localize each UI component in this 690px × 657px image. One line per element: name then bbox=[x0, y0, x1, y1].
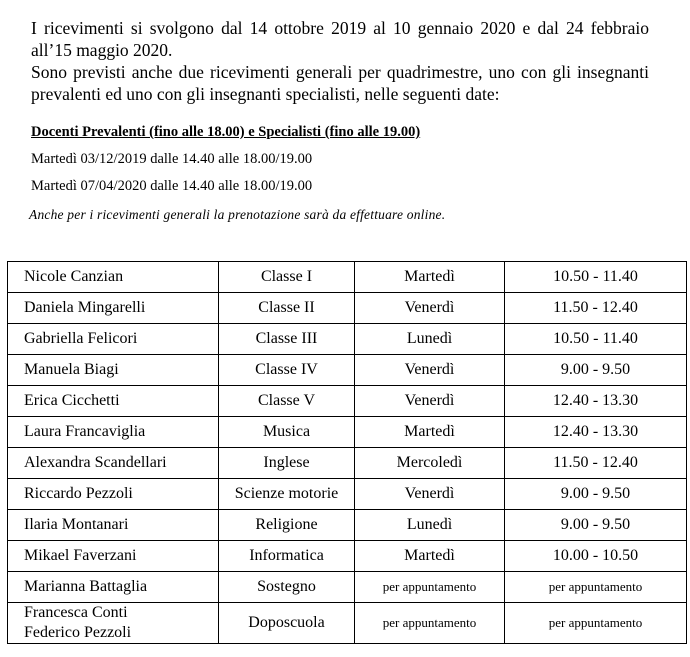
general-meetings-heading: Docenti Prevalenti (fino alle 18.00) e Specialisti (fino alle 19.00) bbox=[31, 124, 421, 140]
table-row bbox=[8, 479, 687, 510]
class-subject: Classe III bbox=[219, 324, 355, 355]
class-subject: Classe V bbox=[219, 386, 355, 417]
class-subject: Inglese bbox=[219, 448, 355, 479]
teacher-names-cell bbox=[8, 603, 219, 644]
table-row bbox=[8, 355, 687, 386]
teacher-name: Nicole Canzian bbox=[8, 262, 219, 293]
meeting-day: per appuntamento bbox=[355, 572, 505, 603]
meeting-time: per appuntamento bbox=[505, 603, 687, 644]
booking-note: Anche per i ricevimenti generali la prenotazione sarà da effettuare online. bbox=[29, 207, 446, 222]
meeting-day: Mercoledì bbox=[355, 448, 505, 479]
general-meeting-date: Martedì 03/12/2019 dalle 14.40 alle 18.00/19.00 bbox=[31, 151, 313, 167]
meeting-day: Venerdì bbox=[355, 355, 505, 386]
teacher-schedule-table bbox=[7, 261, 687, 644]
table-row bbox=[8, 262, 687, 293]
meeting-time: 10.00 - 10.50 bbox=[505, 541, 687, 572]
meeting-time: per appuntamento bbox=[505, 572, 687, 603]
table-row bbox=[8, 510, 687, 541]
meeting-time: 9.00 - 9.50 bbox=[505, 510, 687, 541]
class-subject: Sostegno bbox=[219, 572, 355, 603]
teacher-name: Laura Francaviglia bbox=[8, 417, 219, 448]
meeting-day: Lunedì bbox=[355, 510, 505, 541]
intro-paragraph-period: I ricevimenti si svolgono dal 14 ottobre 2019 al 10 gennaio 2020 e dal 24 febbraio all’15 maggio 2020. bbox=[31, 18, 649, 60]
meeting-day: Venerdì bbox=[355, 479, 505, 510]
table-row bbox=[8, 572, 687, 603]
general-meeting-date: Martedì 07/04/2020 dalle 14.40 alle 18.00/19.00 bbox=[31, 178, 313, 194]
meeting-day: Venerdì bbox=[355, 293, 505, 324]
meeting-time: 10.50 - 11.40 bbox=[505, 324, 687, 355]
class-subject: Scienze motorie bbox=[219, 479, 355, 510]
teacher-name: Erica Cicchetti bbox=[8, 386, 219, 417]
meeting-time: 11.50 - 12.40 bbox=[505, 448, 687, 479]
teacher-name: Alexandra Scandellari bbox=[8, 448, 219, 479]
table-row bbox=[8, 448, 687, 479]
table-row bbox=[8, 541, 687, 572]
table-row bbox=[8, 386, 687, 417]
table-row bbox=[8, 324, 687, 355]
meeting-day: Martedì bbox=[355, 417, 505, 448]
intro-text bbox=[31, 17, 649, 105]
table-row bbox=[8, 417, 687, 448]
table-row bbox=[8, 603, 687, 644]
teacher-name: Marianna Battaglia bbox=[8, 572, 219, 603]
teacher-name: Francesca Conti bbox=[24, 604, 128, 621]
table-row bbox=[8, 293, 687, 324]
meeting-time: 11.50 - 12.40 bbox=[505, 293, 687, 324]
meeting-day: Lunedì bbox=[355, 324, 505, 355]
teacher-name: Ilaria Montanari bbox=[8, 510, 219, 541]
class-subject: Classe I bbox=[219, 262, 355, 293]
teacher-name: Federico Pezzoli bbox=[24, 624, 132, 641]
meeting-day: per appuntamento bbox=[355, 603, 505, 644]
class-subject: Musica bbox=[219, 417, 355, 448]
class-subject: Doposcuola bbox=[219, 603, 355, 644]
meeting-time: 9.00 - 9.50 bbox=[505, 355, 687, 386]
meeting-day: Martedì bbox=[355, 262, 505, 293]
class-subject: Informatica bbox=[219, 541, 355, 572]
teacher-name: Gabriella Felicori bbox=[8, 324, 219, 355]
meeting-day: Martedì bbox=[355, 541, 505, 572]
meeting-time: 12.40 - 13.30 bbox=[505, 386, 687, 417]
class-subject: Religione bbox=[219, 510, 355, 541]
meeting-time: 9.00 - 9.50 bbox=[505, 479, 687, 510]
teacher-name: Mikael Faverzani bbox=[8, 541, 219, 572]
teacher-name: Manuela Biagi bbox=[8, 355, 219, 386]
teacher-name: Riccardo Pezzoli bbox=[8, 479, 219, 510]
teacher-name: Daniela Mingarelli bbox=[8, 293, 219, 324]
class-subject: Classe IV bbox=[219, 355, 355, 386]
meeting-time: 10.50 - 11.40 bbox=[505, 262, 687, 293]
meeting-time: 12.40 - 13.30 bbox=[505, 417, 687, 448]
class-subject: Classe II bbox=[219, 293, 355, 324]
meeting-day: Venerdì bbox=[355, 386, 505, 417]
intro-paragraph-general-meetings: Sono previsti anche due ricevimenti generali per quadrimestre, uno con gli insegnanti prevalenti ed uno con gli insegnanti specialisti, nelle seguenti date: bbox=[31, 62, 649, 104]
